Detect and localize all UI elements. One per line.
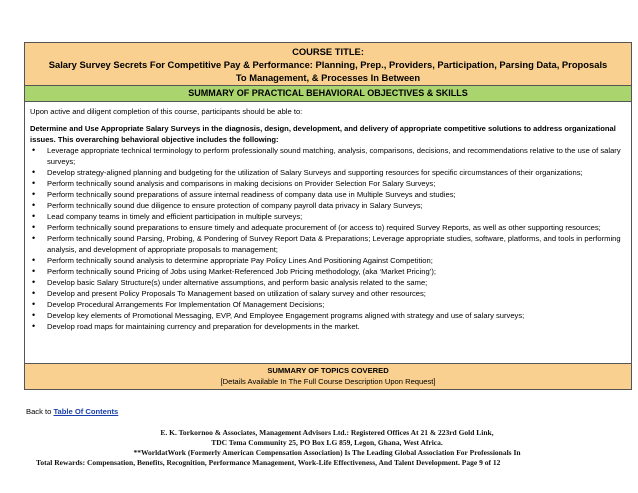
intro-text: Upon active and diligent completion of this course, participants should be able to: — [30, 107, 303, 116]
overarching-objective: Determine and Use Appropriate Salary Surveys in the diagnosis, design, development, and delivery of appropriate competitive solutions to address organizational issues. This overarching behavioral objective includes the following: — [30, 124, 616, 144]
topics-note: [Details Available In The Full Course Description Upon Request] — [220, 377, 436, 386]
course-title-line: Salary Survey Secrets For Competitive Pay & Performance: Planning, Prep., Providers, Participation, Parsing Data, Proposals — [48, 59, 608, 70]
objective-item: • Develop key elements of Promotional Messaging, EVP, And Employee Engagement programs aligned with strategy and use of salary surveys; — [30, 310, 626, 321]
topics-title: SUMMARY OF TOPICS COVERED — [267, 366, 389, 375]
objectives-subheader: SUMMARY OF PRACTICAL BEHAVIORAL OBJECTIVES & SKILLS — [25, 86, 631, 102]
objective-item: • Develop Procedural Arrangements For Implementation Of Management Decisions; — [30, 299, 626, 310]
footer-address-line: E. K. Torkornoo & Associates, Management Advisors Ltd.: Registered Offices At 21 & 223rd Gold Link, — [160, 428, 494, 437]
objective-item: • Lead company teams in timely and efficient participation in multiple surveys; — [30, 211, 626, 222]
objectives-body — [25, 102, 631, 363]
objective-item: • Develop and present Policy Proposals To Management based on utilization of salary survey and other resources; — [30, 288, 626, 299]
objective-item: • Perform technically sound Pricing of Jobs using Market-Referenced Job Pricing methodology, (aka ‘Market Pricing’); — [30, 266, 626, 277]
footer-total-rewards-and-page: Total Rewards: Compensation, Benefits, Recognition, Performance Management, Work-Life Effectiveness, And Talent Development. Page 9 of 12 — [36, 458, 501, 467]
objective-item: • Perform technically sound analysis and comparisons in making decisions on Provider Selection For Salary Surveys; — [30, 178, 626, 189]
objective-item: • Leverage appropriate technical terminology to perform professionally sound matching, analysis, comparisons, decisions, and recommendations relative to the use of salary surveys; — [30, 145, 626, 167]
back-to-toc — [26, 406, 118, 417]
objective-item: • Perform technically sound Parsing, Probing, & Pondering of Survey Report Data & Preparations; Leverage appropriate studies, software, platforms, and tools in performing analysis, and development of appropriate proposals to management; — [30, 233, 626, 255]
page-footer — [24, 428, 630, 468]
course-title-line-continued: To Management, & Processes In Between — [235, 72, 421, 83]
objectives-list — [30, 145, 626, 332]
table-of-contents-link[interactable]: Table Of Contents — [53, 407, 119, 416]
topics-covered-section — [25, 363, 631, 389]
objective-item: • Perform technically sound due diligence to ensure protection of company payroll data privacy in Salary Surveys; — [30, 200, 626, 211]
objective-item: • Perform technically sound preparations of assure internal readiness of company data use in Multiple Surveys and studies; — [30, 189, 626, 200]
course-title-label: COURSE TITLE: — [292, 46, 364, 57]
course-title-header — [25, 43, 631, 86]
objective-item: • Perform technically sound analysis to determine appropriate Pay Policy Lines And Positioning Against Competition; — [30, 255, 626, 266]
footer-address-line-2: TDC Tema Community 25, PO Box LG 859, Legon, Ghana, West Africa. — [211, 438, 443, 447]
toc-prefix: Back to — [26, 407, 52, 416]
objective-item: • Develop strategy-aligned planning and budgeting for the utilization of Salary Surveys and supporting resources for specific circumstances of their organizations; — [30, 167, 626, 178]
objective-item: • Develop basic Salary Structure(s) under alternative assumptions, and perform basic analysis related to the same; — [30, 277, 626, 288]
objective-item: • Perform technically sound preparations to ensure timely and adequate procurement of (or access to) required Survey Reports, as well as other supporting resources; — [30, 222, 626, 233]
course-summary-table — [24, 42, 632, 390]
objective-item: • Develop road maps for maintaining currency and preparation for developments in the market. — [30, 321, 626, 332]
footer-worldatwork-note: **WorldatWork (Formerly American Compensation Association) Is The Leading Global Association For Professionals In — [133, 448, 521, 457]
